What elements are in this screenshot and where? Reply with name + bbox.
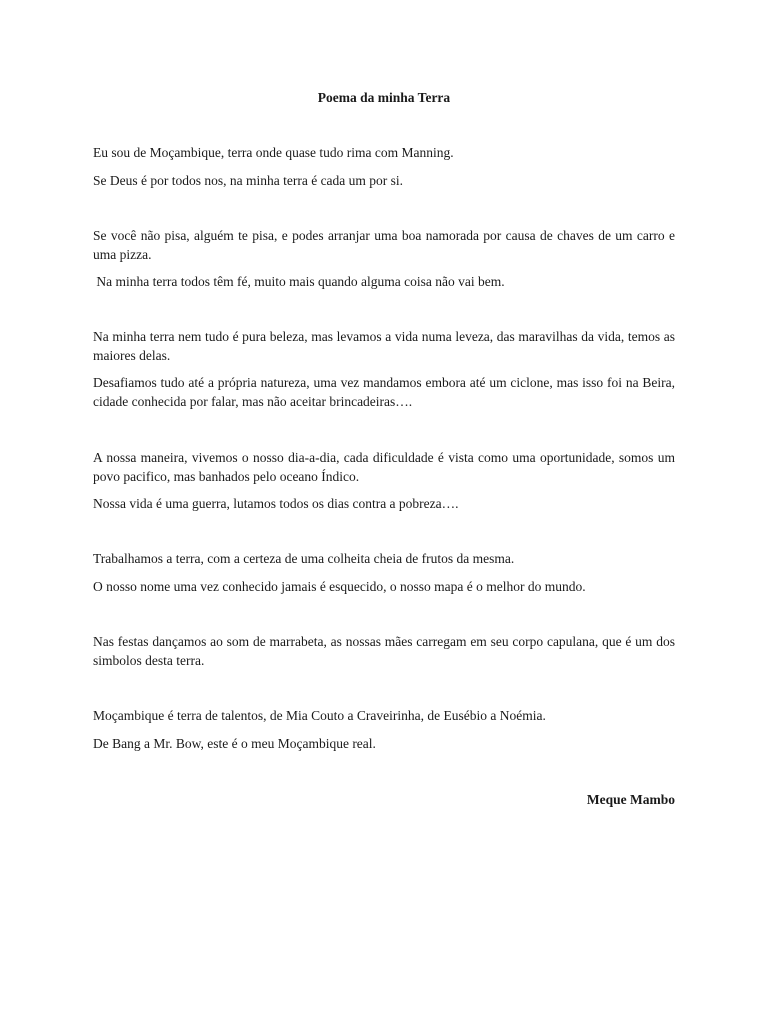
poem-title: Poema da minha Terra [317, 90, 451, 105]
poem-line: Desafiamos tudo até a própria natureza, uma vez mandamos embora até um ciclone, mas isso foi na Beira, cidade conhecida por falar, mas não aceitar brincadeiras…. [93, 375, 675, 409]
poem-line: A nossa maneira, vivemos o nosso dia-a-dia, cada dificuldade é vista como uma oportunidade, somos um povo pacifico, mas banhados pelo oceano Índico. [93, 450, 675, 484]
poem-line: Na minha terra nem tudo é pura beleza, mas levamos a vida numa leveza, das maravilhas da vida, temos as maiores delas. [93, 329, 675, 363]
poem-line: Nossa vida é uma guerra, lutamos todos os dias contra a pobreza…. [93, 496, 459, 511]
poem-line: De Bang a Mr. Bow, este é o meu Moçambique real. [93, 736, 376, 751]
author-signature: Meque Mambo [586, 792, 675, 807]
poem-line: Nas festas dançamos ao som de marrabeta, as nossas mães carregam em seu corpo capulana, que é um dos simbolos desta terra. [93, 634, 675, 668]
document-page [93, 0, 675, 1024]
poem-line: Na minha terra todos têm fé, muito mais quando alguma coisa não vai bem. [93, 274, 505, 289]
poem-line: Eu sou de Moçambique, terra onde quase tudo rima com Manning. [93, 145, 454, 160]
poem-line: Moçambique é terra de talentos, de Mia Couto a Craveirinha, de Eusébio a Noémia. [93, 708, 546, 723]
poem-line: Trabalhamos a terra, com a certeza de uma colheita cheia de frutos da mesma. [93, 551, 515, 566]
poem-line: O nosso nome uma vez conhecido jamais é esquecido, o nosso mapa é o melhor do mundo. [93, 579, 586, 594]
poem-line: Se Deus é por todos nos, na minha terra é cada um por si. [93, 173, 404, 188]
poem-line: Se você não pisa, alguém te pisa, e podes arranjar uma boa namorada por causa de chaves de um carro e uma pizza. [93, 228, 675, 262]
